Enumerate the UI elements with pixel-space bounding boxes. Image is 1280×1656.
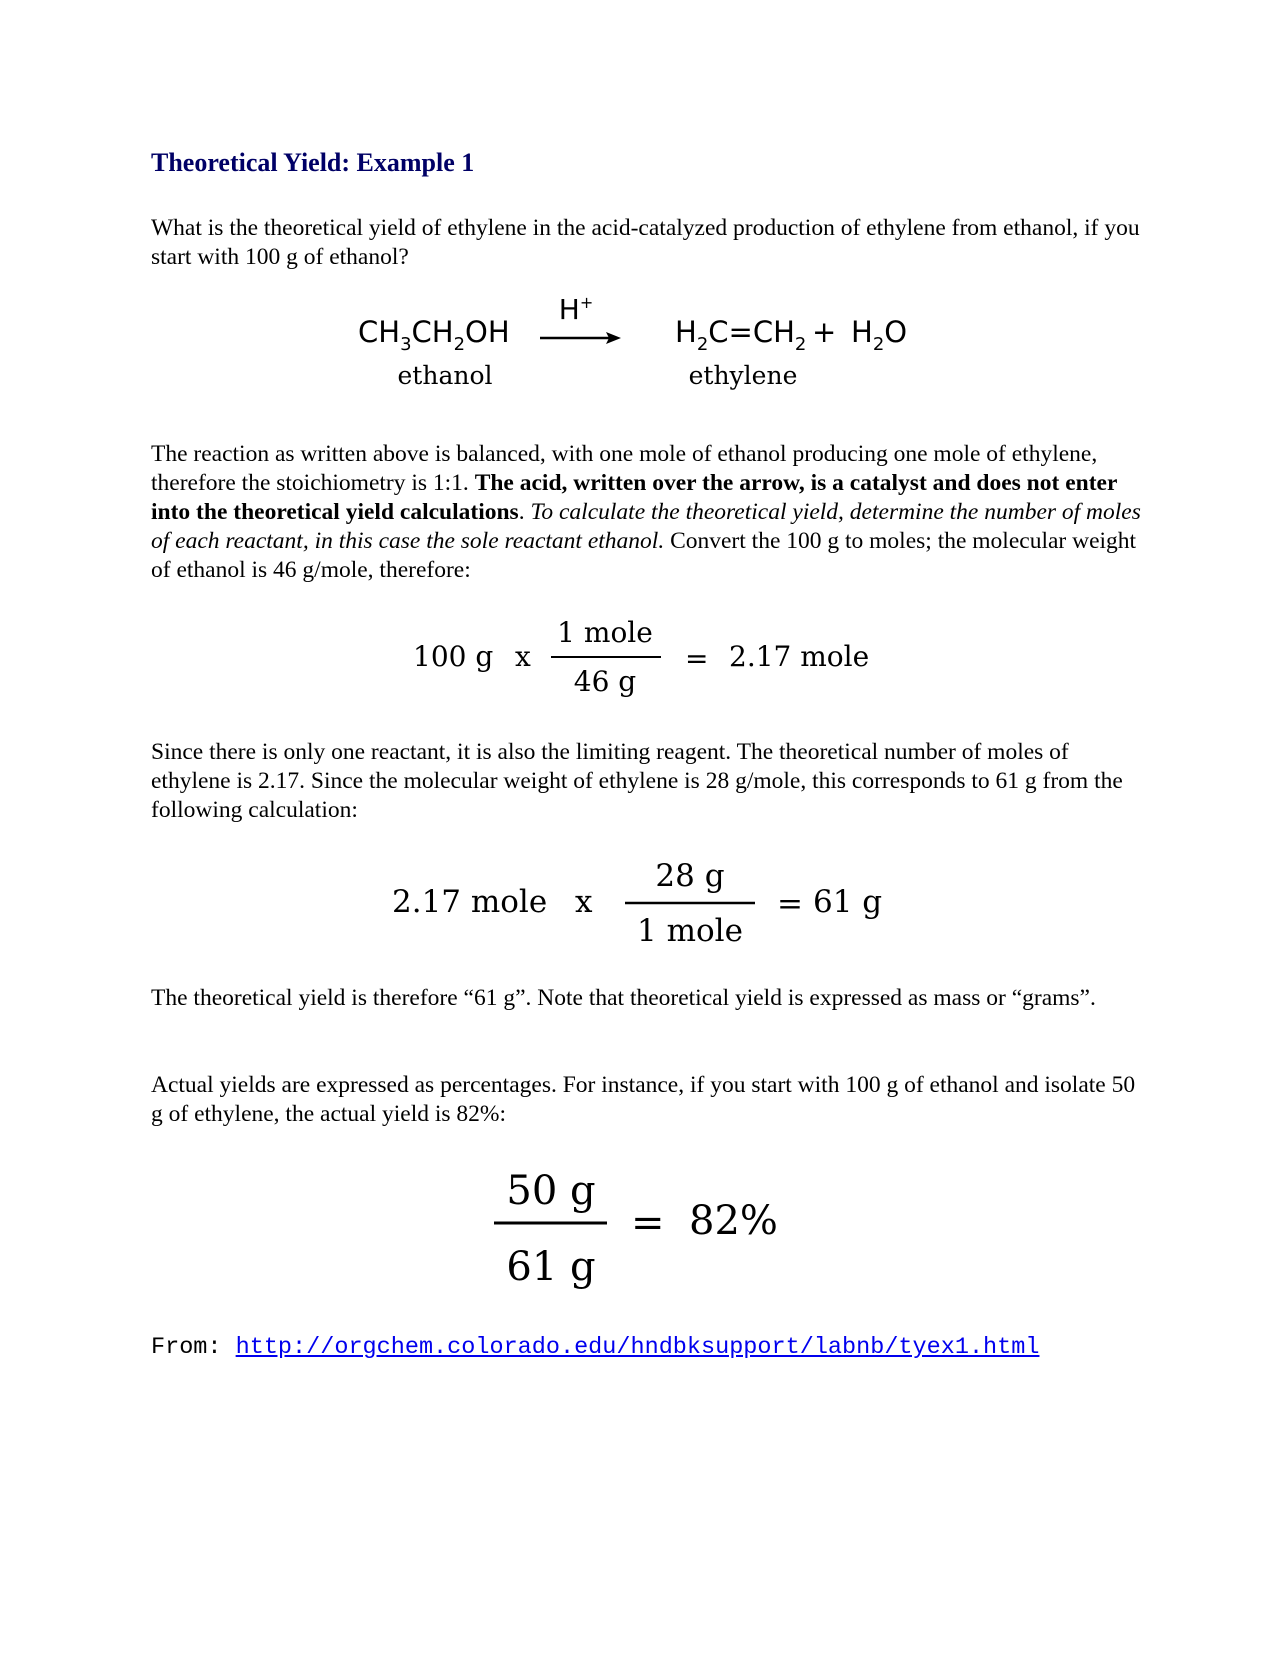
grams-equation xyxy=(151,850,1141,950)
water-part: 2 xyxy=(872,334,885,355)
para2-text-2: . xyxy=(518,499,531,525)
catalyst-symbol: H xyxy=(558,293,580,326)
product-part: 2 xyxy=(696,334,709,355)
percent-yield-equation xyxy=(151,1148,1141,1298)
eq3-denominator: 61 g xyxy=(506,1244,596,1290)
eq2-left: 2.17 mole xyxy=(392,884,548,920)
product-part: C=CH xyxy=(708,315,795,349)
product-name: ethylene xyxy=(688,361,798,390)
reaction-graphic xyxy=(151,290,1141,410)
eq1-denominator: 46 g xyxy=(573,665,637,698)
limiting-reagent-paragraph: Since there is only one reactant, it is also the limiting reagent. The theoretical number of moles of ethylene is 2.17. Since the molecular weight of ethylene is 28 g/mole, this corresponds to 61 g from the following calculation: xyxy=(151,739,1123,823)
reactant-part: CH xyxy=(358,315,401,349)
reactant-part: 2 xyxy=(453,334,466,355)
moles-equation xyxy=(151,608,1141,704)
para2-text-3: Convert the 100 g to moles; the molecular weight of ethanol is 46 g/mole, therefore: xyxy=(151,528,1137,583)
para2-bold-text: The acid, written over the arrow, is a catalyst and does not enter into the theoretical yield calculations xyxy=(151,470,1117,525)
page-title: Theoretical Yield: Example 1 xyxy=(151,148,475,177)
eq1-times: x xyxy=(515,640,531,673)
reactant-part: OH xyxy=(465,315,510,349)
water-part: H xyxy=(851,315,873,349)
eq2-equals: = xyxy=(777,886,803,922)
eq2-denominator: 1 mole xyxy=(637,913,743,949)
eq1-result: 2.17 mole xyxy=(729,640,870,673)
reactant-formula xyxy=(358,315,510,355)
product-part: 2 xyxy=(794,334,807,355)
source-link[interactable]: http://orgchem.colorado.edu/hndbksupport/labnb/tyex1.html xyxy=(235,1334,1040,1361)
eq1-numerator: 1 mole xyxy=(557,616,653,649)
eq1-equals: = xyxy=(685,642,709,675)
reactant-part: 3 xyxy=(400,334,412,355)
percent-yield-graphic xyxy=(151,1148,1141,1298)
eq2-times: x xyxy=(575,884,593,920)
eq1-left: 100 g xyxy=(413,640,494,673)
water-formula xyxy=(851,315,907,355)
stoichiometry-paragraph xyxy=(151,440,1141,585)
reaction-equation xyxy=(151,290,1141,410)
eq3-result: 82% xyxy=(689,1198,778,1244)
intro-paragraph: What is the theoretical yield of ethylene in the acid-catalyzed production of ethylene from ethanol, if you start with 100 g of ethanol? xyxy=(151,215,1140,270)
product-part: H xyxy=(675,315,697,349)
moles-equation-graphic xyxy=(151,608,1141,704)
para2-italic-text: To calculate the theoretical yield, determine the number of moles of each reactant, in this case the sole reactant ethanol. xyxy=(151,499,1141,554)
eq3-numerator: 50 g xyxy=(506,1168,596,1214)
product-formula xyxy=(675,315,806,355)
grams-equation-graphic xyxy=(151,850,1141,950)
catalyst-charge: + xyxy=(579,293,594,312)
source-line xyxy=(151,1334,1039,1361)
eq2-numerator: 28 g xyxy=(655,858,725,894)
eq3-equals: = xyxy=(631,1200,665,1246)
reactant-name: ethanol xyxy=(397,361,493,390)
water-part: O xyxy=(884,315,908,349)
source-label: From: xyxy=(151,1334,236,1361)
plus-sign: + xyxy=(812,315,837,349)
reactant-part: CH xyxy=(411,315,454,349)
catalyst-label xyxy=(559,293,593,326)
para2-text-1: The reaction as written above is balanced, with one mole of ethanol producing one mole of ethylene, therefore the stoichiometry is 1:1. xyxy=(151,441,1098,496)
eq2-result: 61 g xyxy=(813,884,883,920)
actual-yield-paragraph: Actual yields are expressed as percentages. For instance, if you start with 100 g of ethanol and isolate 50 g of ethylene, the actual yield is 82%: xyxy=(151,1072,1136,1127)
theoretical-yield-paragraph: The theoretical yield is therefore “61 g”. Note that theoretical yield is expressed as mass or “grams”. xyxy=(151,985,1096,1011)
